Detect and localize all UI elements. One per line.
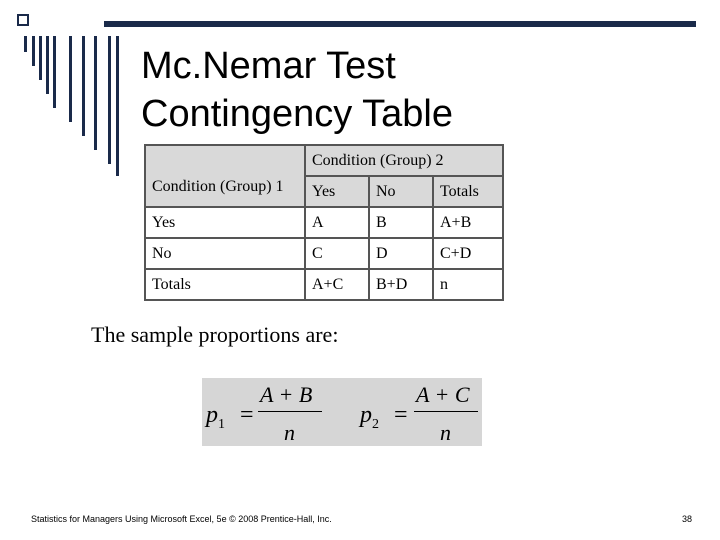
decorative-bars	[24, 36, 120, 176]
col-header-no: No	[369, 176, 433, 207]
row-label: Yes	[145, 207, 305, 238]
p2-equals: =	[394, 402, 408, 428]
table-cell: C	[305, 238, 369, 269]
table-cell: B+D	[369, 269, 433, 300]
table-row	[145, 207, 503, 238]
table-cell: A	[305, 207, 369, 238]
p2-symbol: $p_2$	[360, 402, 379, 432]
col-header-totals: Totals	[433, 176, 503, 207]
p2-fraction-bar	[414, 411, 478, 412]
table-row	[145, 238, 503, 269]
title-line-1: Mc.Nemar Test	[141, 45, 396, 87]
contingency-table	[144, 144, 504, 301]
p1-fraction-bar	[258, 411, 322, 412]
formula-box	[202, 378, 482, 446]
table-cell: A+C	[305, 269, 369, 300]
top-decorative-rule	[104, 21, 696, 27]
table-top-header: Condition (Group) 2	[305, 145, 503, 176]
table-cell: A+B	[433, 207, 503, 238]
sample-proportions-text: The sample proportions are:	[91, 322, 339, 347]
row-label: Totals	[145, 269, 305, 300]
table-cell: B	[369, 207, 433, 238]
p1-equals: =	[240, 402, 254, 428]
table-row-header-label: Condition (Group) 1	[145, 176, 305, 207]
page-number: 38	[682, 514, 693, 524]
table-cell: D	[369, 238, 433, 269]
title-line-2: Contingency Table	[141, 93, 453, 135]
table-row	[145, 269, 503, 300]
p1-denominator: n	[284, 420, 295, 445]
table-corner-cell	[145, 145, 305, 176]
footer-text: Statistics for Managers Using Microsoft Excel, 5e © 2008 Prentice-Hall, Inc.	[31, 514, 332, 524]
col-header-yes: Yes	[305, 176, 369, 207]
p2-numerator: A + C	[416, 382, 470, 407]
row-label: No	[145, 238, 305, 269]
slide-title	[141, 42, 453, 138]
p1-symbol: $p_1$	[206, 402, 225, 432]
p1-numerator: A + B	[260, 382, 313, 407]
table-cell: C+D	[433, 238, 503, 269]
table-cell: n	[433, 269, 503, 300]
p2-denominator: n	[440, 420, 451, 445]
corner-square-icon	[17, 14, 29, 26]
